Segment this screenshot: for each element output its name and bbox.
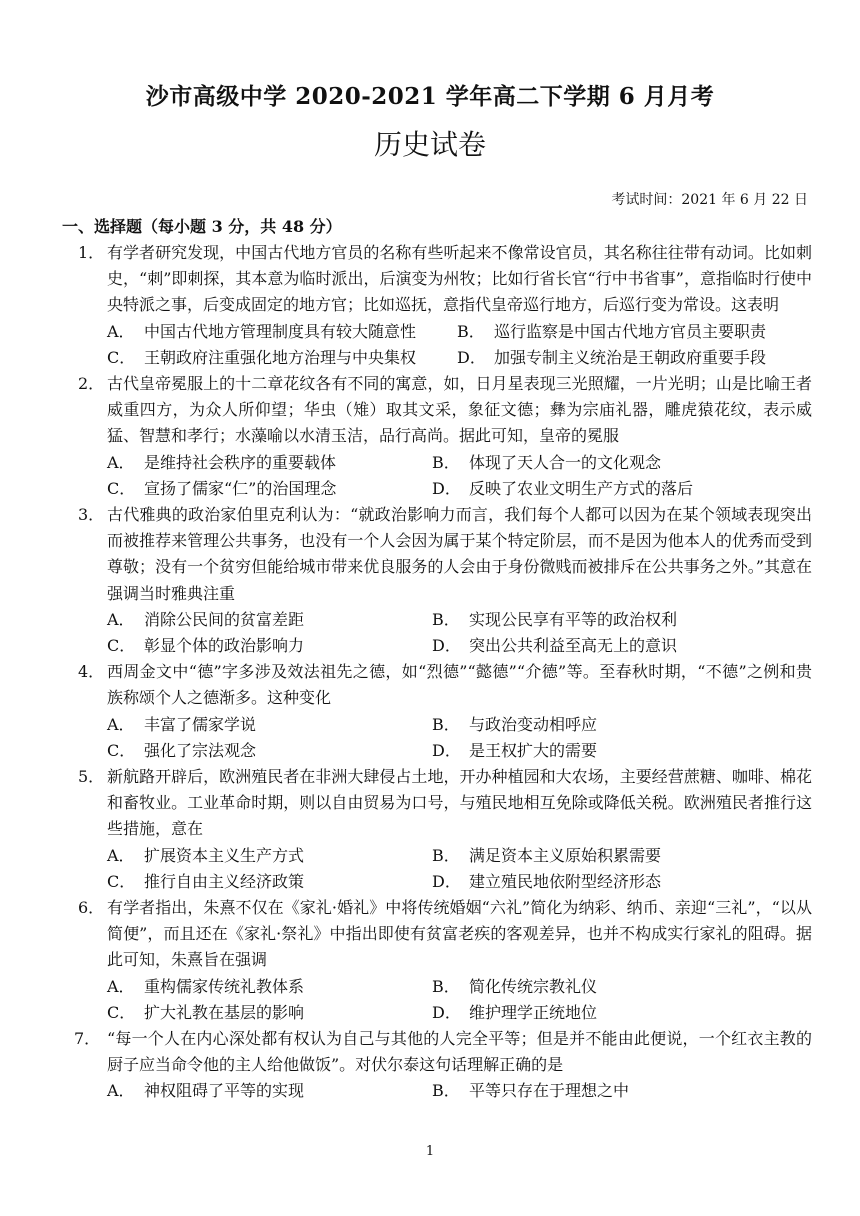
option-letter: D． [432,1002,461,1022]
option-letter: D． [457,347,486,367]
option-text: 与政治变动相呼应 [469,714,598,734]
option-letter: B． [432,452,460,472]
question-stem [0,659,860,711]
option-text: 实现公民享有平等的政治权利 [469,609,678,629]
option-text: 丰富了儒家学说 [144,714,257,734]
option-d [432,869,661,895]
option-letter: A． [107,1081,135,1101]
question-text: 新航路开辟后，欧洲殖民者在非洲大肆侵占土地，开办种植园和大农场，主要经营蔗糖、咖啡、棉花和畜牧业。工业革命时期，则以自由贸易为口号，与殖民地相互免除或降低关税。欧洲殖民者推行这些措施，意在 [107,766,812,839]
question-stem [0,1026,860,1078]
option-text: 神权阻碍了平等的实现 [144,1081,305,1101]
option-text: 巡行监察是中国古代地方官员主要职责 [494,321,767,341]
question-stem [0,502,860,607]
option-text: 宣扬了儒家“仁”的治国理念 [144,478,337,498]
question-number: 6． [78,897,105,917]
option-b [432,607,677,633]
option-text: 消除公民间的贫富差距 [144,609,305,629]
question-number: 1． [78,243,105,262]
option-text: 扩展资本主义生产方式 [144,845,305,865]
option-row [0,1078,860,1104]
option-text: 彰显个体的政治影响力 [144,635,305,655]
option-b [432,843,661,869]
option-row [0,607,860,633]
option-row [0,1000,860,1026]
option-letter: B． [432,714,460,734]
question-text: 有学者研究发现，中国古代地方官员的名称有些听起来不像常设官员，其名称往往带有动词。比如刺史，“刺”即刺探，其本意为临时派出，后演变为州牧；比如行省长官“行中书省事”，意指临时行使中央特派之事，后变成固定的地方官；比如巡抚，意指代皇帝巡行地方，后巡行变为常设。这表明 [107,243,812,315]
option-b [432,1078,629,1104]
question-number: 2． [78,373,105,393]
option-letter: A． [107,714,135,734]
option-text: 加强专制主义统治是王朝政府重要手段 [494,347,767,367]
exam-title: 沙市高级中学 2020-2021 学年高二下学期 6 月月考 [145,83,715,110]
question-6 [0,895,860,1026]
option-d [432,1000,597,1026]
option-letter: B． [457,321,485,341]
option-b [432,974,597,1000]
exam-time: 考试时间：2021 年 6 月 22 日 [611,192,808,208]
option-c [107,1000,304,1026]
option-letter: B． [432,609,460,629]
option-row [0,738,860,764]
option-text: 维护理学正统地位 [469,1002,598,1022]
option-letter: C． [107,871,136,891]
question-number: 5． [78,766,105,786]
option-row [0,712,860,738]
option-text: 推行自由主义经济政策 [144,871,305,891]
option-d [432,633,677,659]
option-letter: A． [107,321,135,341]
option-text: 满足资本主义原始积累需要 [469,845,662,865]
option-d [432,738,597,764]
question-text: 古代雅典的政治家伯里克利认为：“就政治影响力而言，我们每个人都可以因为在某个领域表现突出而被推荐来管理公共事务，也没有一个人会因为属于某个特定阶层，而不是因为他本人的优秀而受到尊敬；没有一个贫穷但能给城市带来优良服务的人会由于身份微贱而被排斥在公共事务之外。”其意在强调当时雅典注重 [107,504,812,603]
option-text: 是王权扩大的需要 [469,740,598,760]
option-letter: A． [107,609,135,629]
option-text: 重构儒家传统礼教体系 [144,976,305,996]
option-a [107,974,304,1000]
option-letter: C． [107,635,136,655]
option-text: 中国古代地方管理制度具有较大随意性 [144,321,417,341]
question-3 [0,502,860,659]
option-text: 突出公共利益至高无上的意识 [469,635,678,655]
option-c [107,345,416,371]
option-letter: C． [107,347,136,367]
question-text: “每一个人在内心深处都有权认为自己与其他的人完全平等；但是并不能由此便说，一个红衣主教的厨子应当命令他的主人给他做饭”。对伏尔泰这句话理解正确的是 [107,1028,812,1075]
option-row [0,843,860,869]
option-text: 王朝政府注重强化地方治理与中央集权 [144,347,417,367]
option-letter: D． [432,478,461,498]
option-letter: C． [107,478,136,498]
question-stem [0,895,860,974]
option-text: 建立殖民地依附型经济形态 [469,871,662,891]
question-number: 3． [78,504,105,524]
option-text: 扩大礼教在基层的影响 [144,1002,305,1022]
option-c [107,869,304,895]
option-letter: C． [107,740,136,760]
option-row [0,974,860,1000]
option-letter: C． [107,1002,136,1022]
option-row [0,476,860,502]
option-row [0,869,860,895]
option-text: 体现了天人合一的文化观念 [469,452,662,472]
question-text: 有学者指出，朱熹不仅在《家礼·婚礼》中将传统婚姻“六礼”简化为纳彩、纳币、亲迎“三礼”，“以从简便”，而且还在《家礼·祭礼》中指出即使有贫富老疾的客观差异，也并不构成实行家礼的阻碍。据此可知，朱熹旨在强调 [107,897,812,970]
question-list [0,240,860,1105]
option-letter: A． [107,976,135,996]
question-stem [0,764,860,843]
option-c [107,476,336,502]
option-text: 反映了农业文明生产方式的落后 [469,478,694,498]
option-text: 是维持社会秩序的重要载体 [144,452,337,472]
option-d [457,345,766,371]
question-7 [0,1026,860,1105]
question-text: 古代皇帝冕服上的十二章花纹各有不同的寓意，如，日月星表现三光照耀，一片光明；山是比喻王者威重四方，为众人所仰望；华虫（雉）取其文采，象征文德；彝为宗庙礼器，雕虎猿花纹，表示威猛、智慧和孝行；水藻喻以水清玉洁，品行高尚。据此可知，皇帝的冕服 [107,373,812,446]
option-a [107,712,256,738]
option-c [107,738,256,764]
question-stem [0,240,860,319]
question-1 [0,240,860,371]
option-letter: D． [432,635,461,655]
option-c [107,633,304,659]
question-text: 西周金文中“德”字多涉及效法祖先之德，如“烈德”“懿德”“介德”等。至春秋时期，“不德”之例和贵族称颂个人之德渐多。这种变化 [107,662,812,708]
option-a [107,450,336,476]
option-d [432,476,693,502]
question-number: 4． [78,662,105,682]
option-row [0,319,860,345]
option-letter: B． [432,845,460,865]
option-letter: B． [432,976,460,996]
option-text: 平等只存在于理想之中 [469,1081,630,1101]
option-a [107,607,304,633]
question-stem [0,371,860,450]
option-b [457,319,766,345]
option-text: 简化传统宗教礼仪 [469,976,598,996]
option-b [432,450,661,476]
question-2 [0,371,860,502]
option-row [0,345,860,371]
option-letter: B． [432,1081,460,1101]
section-heading: 一、选择题（每小题 3 分，共 48 分） [62,217,342,236]
option-row [0,450,860,476]
option-a [107,319,416,345]
option-row [0,633,860,659]
option-letter: A． [107,845,135,865]
question-4 [0,659,860,764]
option-b [432,712,597,738]
option-letter: D． [432,740,461,760]
question-number: 7． [74,1028,101,1048]
option-a [107,1078,304,1104]
option-letter: D． [432,871,461,891]
page-number: 1 [425,1144,435,1159]
option-letter: A． [107,452,135,472]
option-text: 强化了宗法观念 [144,740,257,760]
exam-subtitle: 历史试卷 [373,128,486,161]
question-5 [0,764,860,895]
option-a [107,843,304,869]
